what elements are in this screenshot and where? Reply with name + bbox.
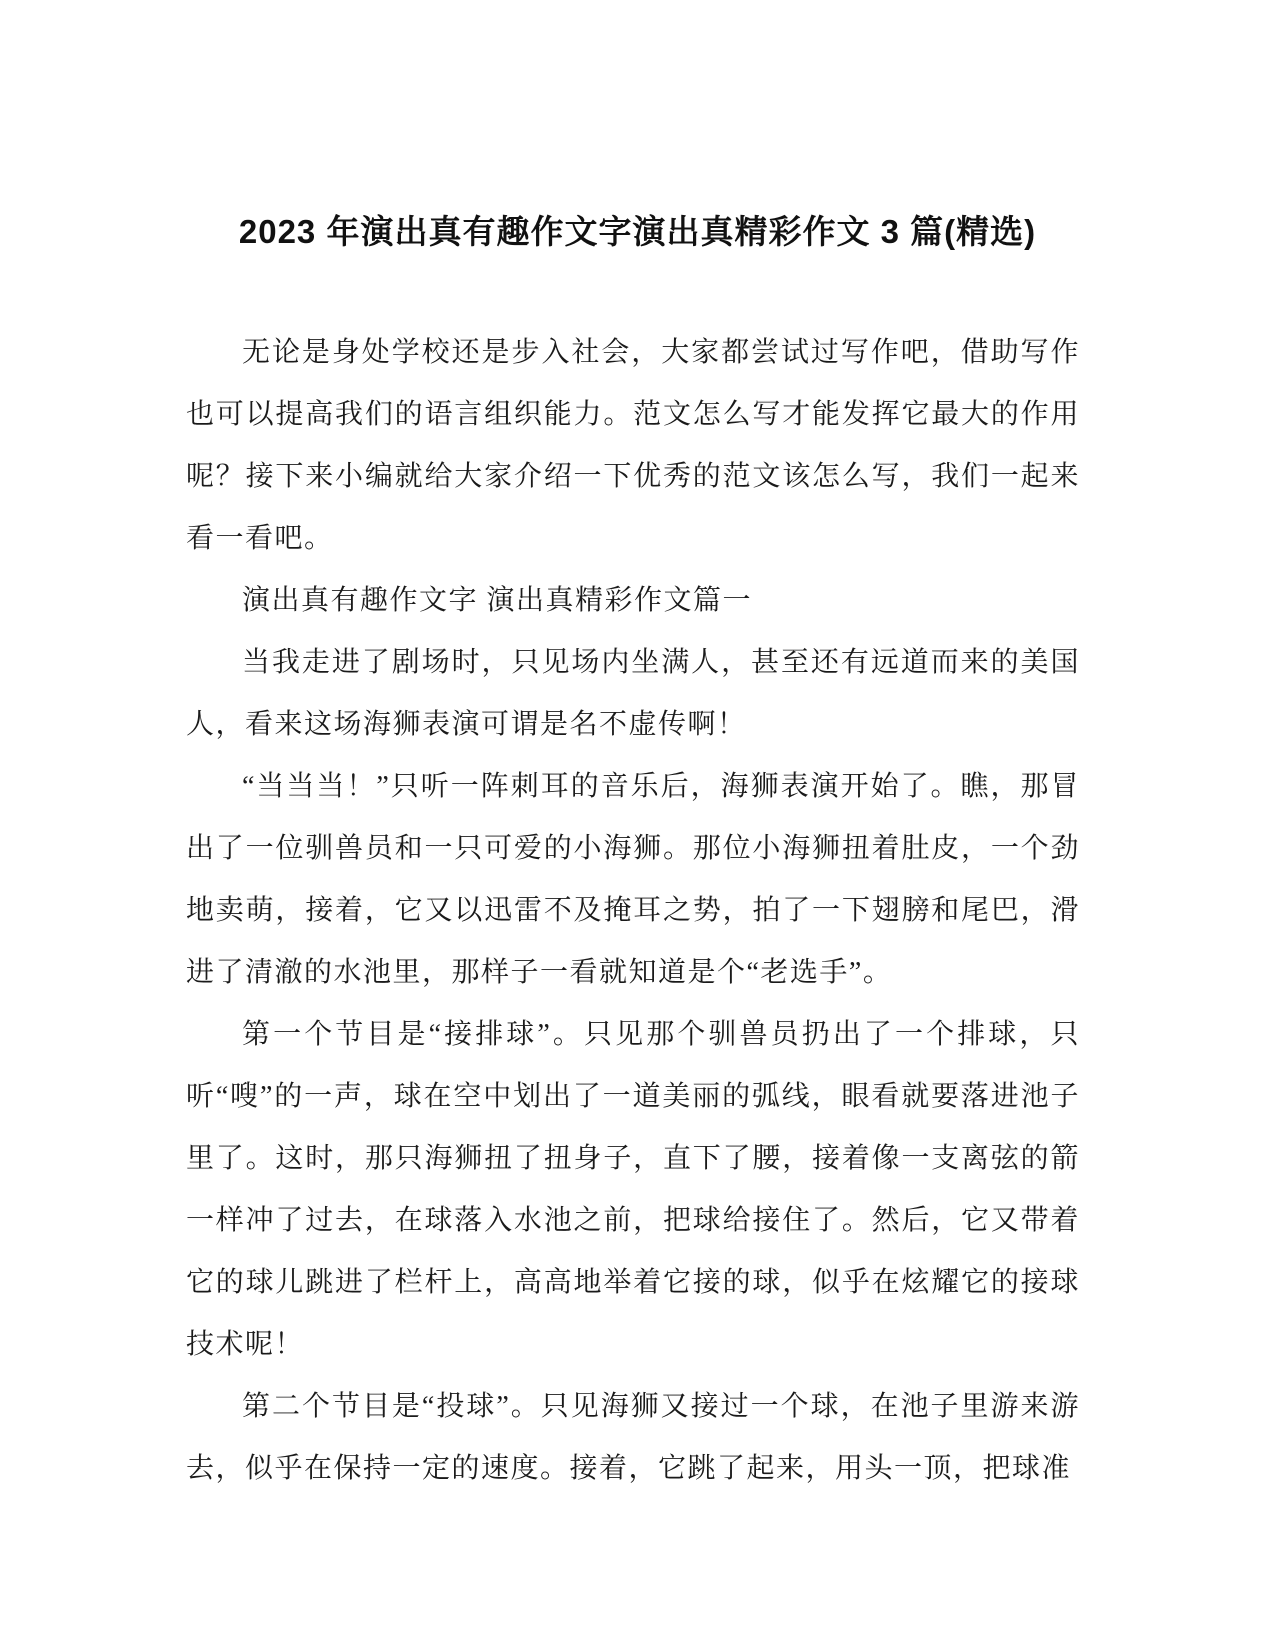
- document-title: 2023 年演出真有趣作文字演出真精彩作文 3 篇(精选): [238, 213, 1037, 250]
- paragraph: 第一个节目是“接排球”。只见那个驯兽员扔出了一个排球，只听“嗖”的一声，球在空中划出了一道美丽的弧线，眼看就要落进池子里了。这时，那只海狮扭了扭身子，直下了腰，接着像一支离弦的箭一样冲了过去，在球落入水池之前，把球给接住了。然后，它又带着它的球儿跳进了栏杆上，高高地举着它接的球，似乎在炫耀它的接球技术呢！: [186, 1019, 1080, 1360]
- paragraph: 第二个节目是“投球”。只见海狮又接过一个球，在池子里游来游去，似乎在保持一定的速度。接着，它跳了起来，用头一顶，把球准: [186, 1391, 1080, 1484]
- paragraph: 当我走进了剧场时，只见场内坐满人，甚至还有远道而来的美国人，看来这场海狮表演可谓是名不虚传啊！: [186, 647, 1080, 740]
- paragraph: “当当当！”只听一阵刺耳的音乐后，海狮表演开始了。瞧，那冒出了一位驯兽员和一只可爱的小海狮。那位小海狮扭着肚皮，一个劲地卖萌，接着，它又以迅雷不及掩耳之势，拍了一下翅膀和尾巴，滑进了清澈的水池里，那样子一看就知道是个“老选手”。: [186, 771, 1080, 988]
- intro-paragraph: 无论是身处学校还是步入社会，大家都尝试过写作吧，借助写作也可以提高我们的语言组织能力。范文怎么写才能发挥它最大的作用呢？接下来小编就给大家介绍一下优秀的范文该怎么写，我们一起来看一看吧。: [186, 337, 1080, 554]
- document-body: [186, 322, 1080, 1500]
- essay-section-heading: 演出真有趣作文字 演出真精彩作文篇一: [242, 585, 753, 616]
